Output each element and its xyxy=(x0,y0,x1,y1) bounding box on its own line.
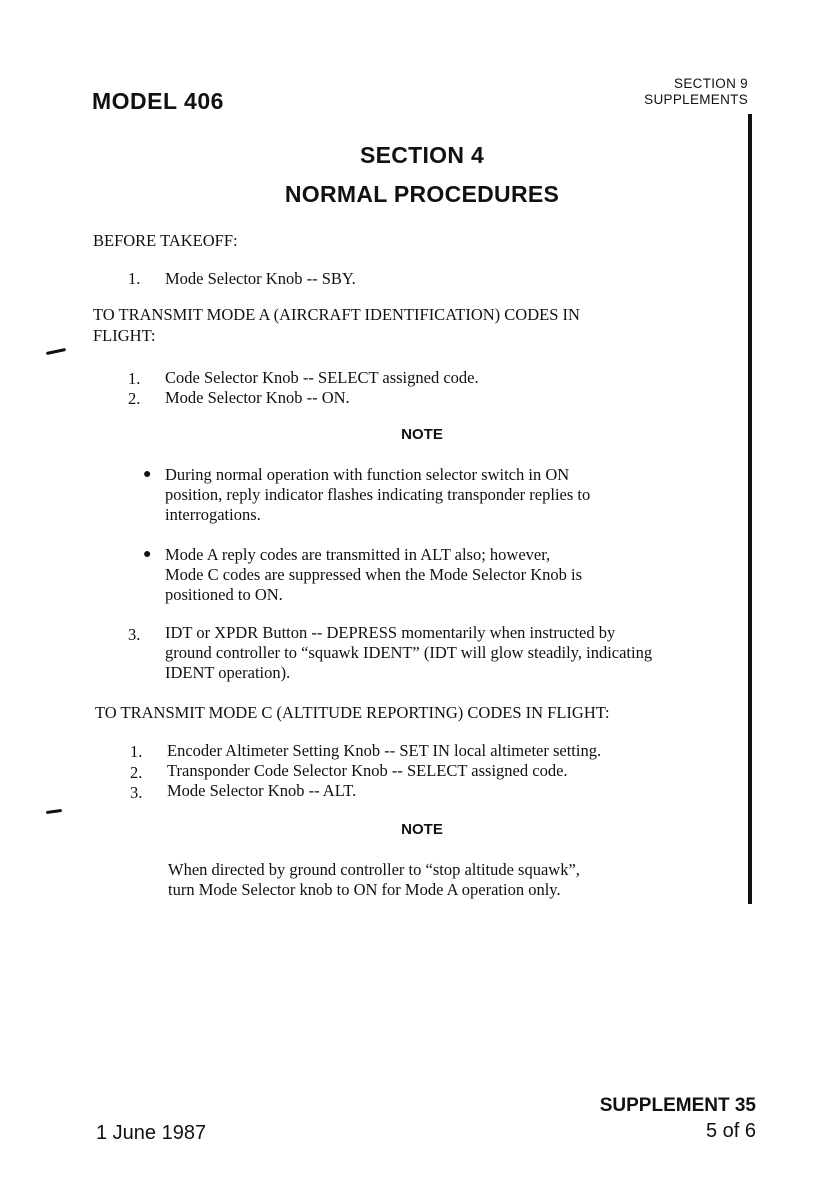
step-number: 3. xyxy=(128,625,141,644)
note-text: position, reply indicator flashes indicating transponder replies to xyxy=(165,485,591,504)
step-number: 2. xyxy=(128,389,141,408)
step-number: 1. xyxy=(130,742,143,761)
step-number: 2. xyxy=(130,763,143,782)
revision-date: 1 June 1987 xyxy=(96,1122,207,1144)
note-heading: NOTE xyxy=(401,821,443,838)
mode-a-heading: TO TRANSMIT MODE A (AIRCRAFT IDENTIFICATION) CODES IN xyxy=(93,305,580,324)
step-text: ground controller to “squawk IDENT” (IDT will glow steadily, indicating xyxy=(165,643,653,662)
note-text: positioned to ON. xyxy=(165,585,283,604)
before-takeoff-heading: BEFORE TAKEOFF: xyxy=(93,231,238,250)
supplement-number: SUPPLEMENT 35 xyxy=(599,1095,756,1116)
bullet-icon: ● xyxy=(143,467,152,482)
revision-margin-mark xyxy=(46,348,66,355)
step-text: Code Selector Knob -- SELECT assigned code. xyxy=(165,368,479,387)
step-text: Mode Selector Knob -- SBY. xyxy=(165,269,356,288)
step-number: 1. xyxy=(128,369,141,388)
mode-c-heading: TO TRANSMIT MODE C (ALTITUDE REPORTING) CODES IN FLIGHT: xyxy=(95,703,610,722)
bullet-icon: ● xyxy=(143,547,152,562)
revision-change-bar xyxy=(748,114,752,904)
note-text: turn Mode Selector knob to ON for Mode A operation only. xyxy=(168,880,561,899)
note-text: Mode A reply codes are transmitted in ALT also; however, xyxy=(165,545,551,564)
note-heading: NOTE xyxy=(401,426,443,443)
step-text: Mode Selector Knob -- ON. xyxy=(165,388,350,407)
model-label: MODEL 406 xyxy=(92,88,224,114)
note-text: During normal operation with function selector switch in ON xyxy=(165,465,570,484)
revision-margin-mark xyxy=(46,809,62,814)
step-text: IDENT operation). xyxy=(165,663,291,682)
note-text: Mode C codes are suppressed when the Mode Selector Knob is xyxy=(165,565,582,584)
note-text: When directed by ground controller to “stop altitude squawk”, xyxy=(168,860,580,879)
supplements-label: SUPPLEMENTS xyxy=(644,92,748,107)
step-text: Mode Selector Knob -- ALT. xyxy=(167,781,357,800)
step-text: IDT or XPDR Button -- DEPRESS momentarily when instructed by xyxy=(165,623,616,642)
step-text: Encoder Altimeter Setting Knob -- SET IN local altimeter setting. xyxy=(167,741,602,760)
step-number: 1. xyxy=(128,269,141,288)
step-text: Transponder Code Selector Knob -- SELECT assigned code. xyxy=(167,761,568,780)
section-label: SECTION 9 xyxy=(674,76,748,91)
section-title: SECTION 4 xyxy=(359,142,485,168)
page-title: NORMAL PROCEDURES xyxy=(284,181,560,207)
step-number: 3. xyxy=(130,783,143,802)
note-text: interrogations. xyxy=(165,505,261,524)
page-number: 5 of 6 xyxy=(705,1120,756,1142)
mode-a-heading-cont: FLIGHT: xyxy=(93,326,156,345)
